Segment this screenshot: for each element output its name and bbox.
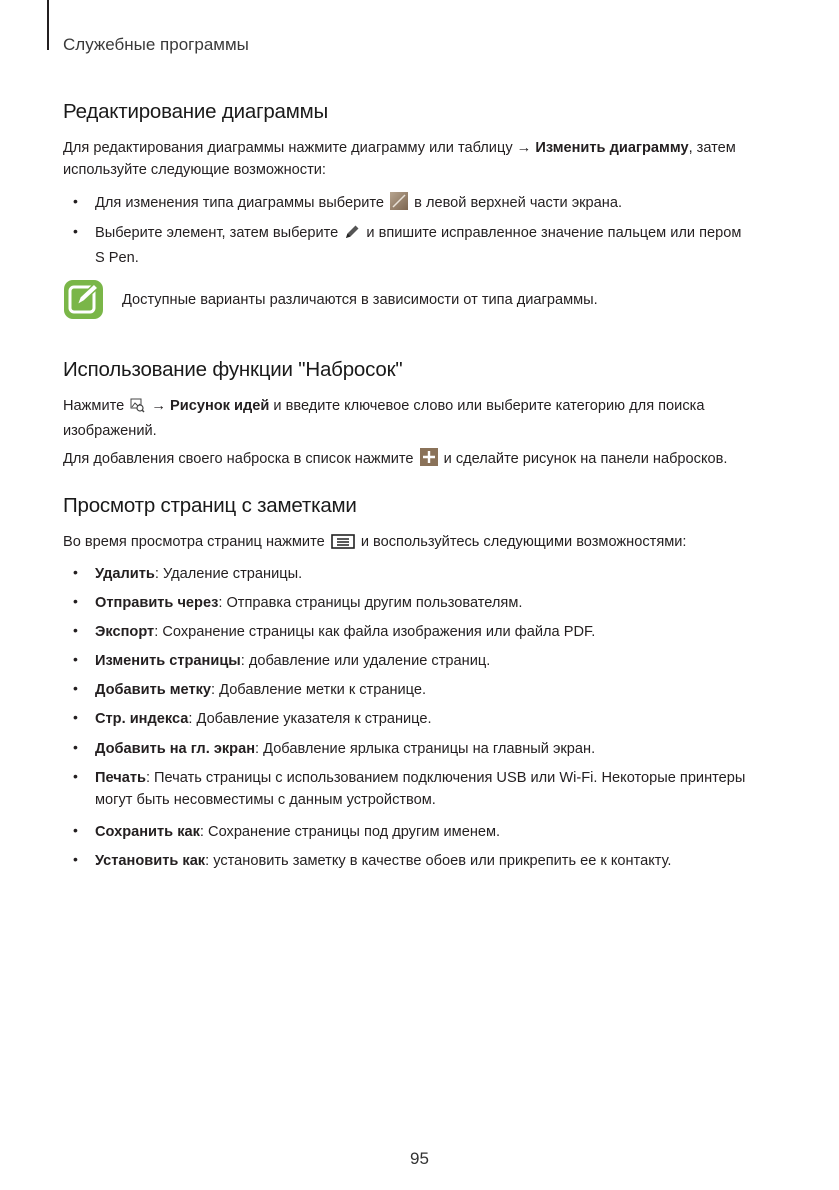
section-title-view-pages: Просмотр страниц с заметками <box>63 494 357 517</box>
bullet-marker: • <box>73 622 78 638</box>
bullet-marker: • <box>73 768 78 784</box>
paragraph-edit-chart-intro: Для редактирования диаграммы нажмите диаграмму или таблицу → Изменить диаграмму, затем используйте следующие возможности: <box>63 140 736 178</box>
list-item-chart-type: Для изменения типа диаграммы выберите в левой верхней части экрана. <box>95 192 780 217</box>
list-item-delete: Удалить: Удаление страницы. <box>95 566 303 582</box>
list-item-edit-value: Выберите элемент, затем выберите и впишите исправленное значение пальцем или пером S Pen. <box>95 225 742 266</box>
bullet-marker: • <box>73 709 78 725</box>
list-item-add-tag: Добавить метку: Добавление метки к странице. <box>95 682 427 698</box>
list-item-add-home: Добавить на гл. экран: Добавление ярлыка страницы на главный экран. <box>95 741 596 757</box>
bullet-marker: • <box>73 739 78 755</box>
list-item-print: Печать: Печать страницы с использованием подключения USB или Wi-Fi. Некоторые принтеры могут быть несовместимы с данным устройством. <box>95 770 746 808</box>
section-title-edit-chart: Редактирование диаграммы <box>63 100 329 123</box>
section-title-sketch: Использование функции "Набросок" <box>63 358 403 381</box>
menu-icon <box>331 534 355 556</box>
list-item-set-as: Установить как: установить заметку в качестве обоев или прикрепить ее к контакту. <box>95 853 672 869</box>
bullet-marker: • <box>73 593 78 609</box>
note-text: Доступные варианты различаются в зависимости от типа диаграммы. <box>122 292 598 308</box>
pen-icon <box>344 224 360 247</box>
bullet-marker: • <box>73 564 78 580</box>
header-rule <box>47 0 49 50</box>
bullet-marker: • <box>73 822 78 838</box>
bullet-marker: • <box>73 651 78 667</box>
list-item-index-page: Стр. индекса: Добавление указателя к странице. <box>95 711 432 727</box>
page-number: 95 <box>410 1149 429 1168</box>
bullet-marker: • <box>73 680 78 696</box>
paragraph-sketch-add: Для добавления своего наброска в список нажмите и сделайте рисунок на панели набросков. <box>63 448 778 473</box>
chart-type-icon <box>390 192 408 217</box>
bullet-marker: • <box>73 223 78 239</box>
list-item-send-via: Отправить через: Отправка страницы другим пользователям. <box>95 595 523 611</box>
list-item-edit-pages: Изменить страницы: добавление или удаление страниц. <box>95 653 491 669</box>
paragraph-view-pages-intro: Во время просмотра страниц нажмите и воспользуйтесь следующими возможностями: <box>63 531 778 556</box>
add-icon <box>420 448 438 473</box>
note-icon <box>63 279 104 320</box>
list-item-export: Экспорт: Сохранение страницы как файла изображения или файла PDF. <box>95 624 596 640</box>
bullet-marker: • <box>73 193 78 209</box>
paragraph-sketch-search: Нажмите → Рисунок идей и введите ключевое слово или выберите категорию для поиска изображений. <box>63 398 705 439</box>
image-search-icon <box>130 398 145 420</box>
list-item-save-as: Сохранить как: Сохранение страницы под другим именем. <box>95 824 501 840</box>
running-header: Служебные программы <box>63 35 249 54</box>
bullet-marker: • <box>73 851 78 867</box>
